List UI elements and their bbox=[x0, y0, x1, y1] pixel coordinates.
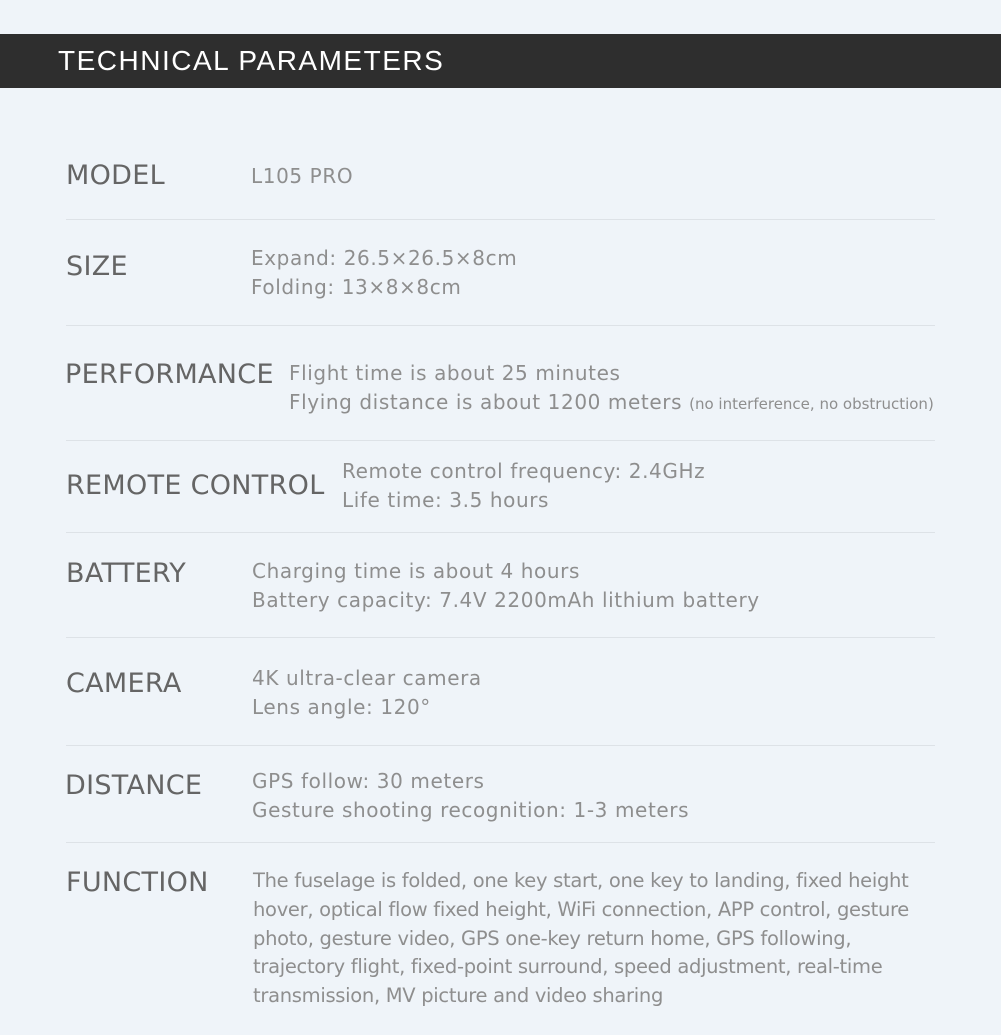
distance-value bbox=[252, 767, 689, 825]
performance-label: PERFORMANCE bbox=[65, 359, 274, 390]
performance-flight-time: Flight time is about 25 minutes bbox=[289, 361, 621, 385]
model-value bbox=[251, 162, 353, 191]
size-expand: Expand: 26.5×26.5×8cm bbox=[251, 246, 518, 270]
performance-distance-line bbox=[289, 388, 934, 419]
distance-label: DISTANCE bbox=[65, 770, 203, 801]
battery-charging-time: Charging time is about 4 hours bbox=[252, 559, 580, 583]
performance-flying-distance: Flying distance is about 1200 meters bbox=[289, 390, 683, 414]
divider bbox=[66, 440, 935, 441]
divider bbox=[66, 637, 935, 638]
remote-control-frequency: Remote control frequency: 2.4GHz bbox=[342, 459, 706, 483]
camera-value bbox=[252, 664, 482, 722]
divider bbox=[66, 745, 935, 746]
battery-value bbox=[252, 557, 760, 615]
performance-note: (no interference, no obstruction) bbox=[689, 395, 934, 413]
remote-control-value bbox=[342, 457, 705, 515]
distance-gesture-recognition: Gesture shooting recognition: 1-3 meters bbox=[252, 798, 690, 822]
size-folding: Folding: 13×8×8cm bbox=[251, 275, 462, 299]
function-value: The fuselage is folded, one key start, one key to landing, fixed height hover, optical flow fixed height, WiFi connection, APP control, gesture photo, gesture video, GPS one-key return home, GPS following, trajectory flight, fixed-point surround, speed adjustment, real-time transmission, MV picture and video sharing bbox=[253, 869, 910, 1008]
remote-control-life-time: Life time: 3.5 hours bbox=[342, 488, 550, 512]
divider bbox=[66, 842, 935, 843]
divider bbox=[66, 219, 935, 220]
camera-label: CAMERA bbox=[66, 668, 182, 699]
battery-label: BATTERY bbox=[66, 558, 187, 589]
model-label: MODEL bbox=[66, 160, 165, 191]
battery-capacity: Battery capacity: 7.4V 2200mAh lithium battery bbox=[252, 588, 760, 612]
divider bbox=[66, 532, 935, 533]
remote-control-label: REMOTE CONTROL bbox=[66, 470, 325, 501]
function-label: FUNCTION bbox=[66, 867, 209, 898]
performance-value bbox=[289, 359, 934, 419]
camera-clarity: 4K ultra-clear camera bbox=[252, 666, 482, 690]
size-value bbox=[251, 244, 517, 302]
camera-lens-angle: Lens angle: 120° bbox=[252, 695, 431, 719]
size-label: SIZE bbox=[66, 251, 128, 282]
distance-gps-follow: GPS follow: 30 meters bbox=[252, 769, 485, 793]
page-title: TECHNICAL PARAMETERS bbox=[58, 45, 445, 76]
model-value-line: L105 PRO bbox=[251, 164, 354, 188]
divider bbox=[66, 325, 935, 326]
